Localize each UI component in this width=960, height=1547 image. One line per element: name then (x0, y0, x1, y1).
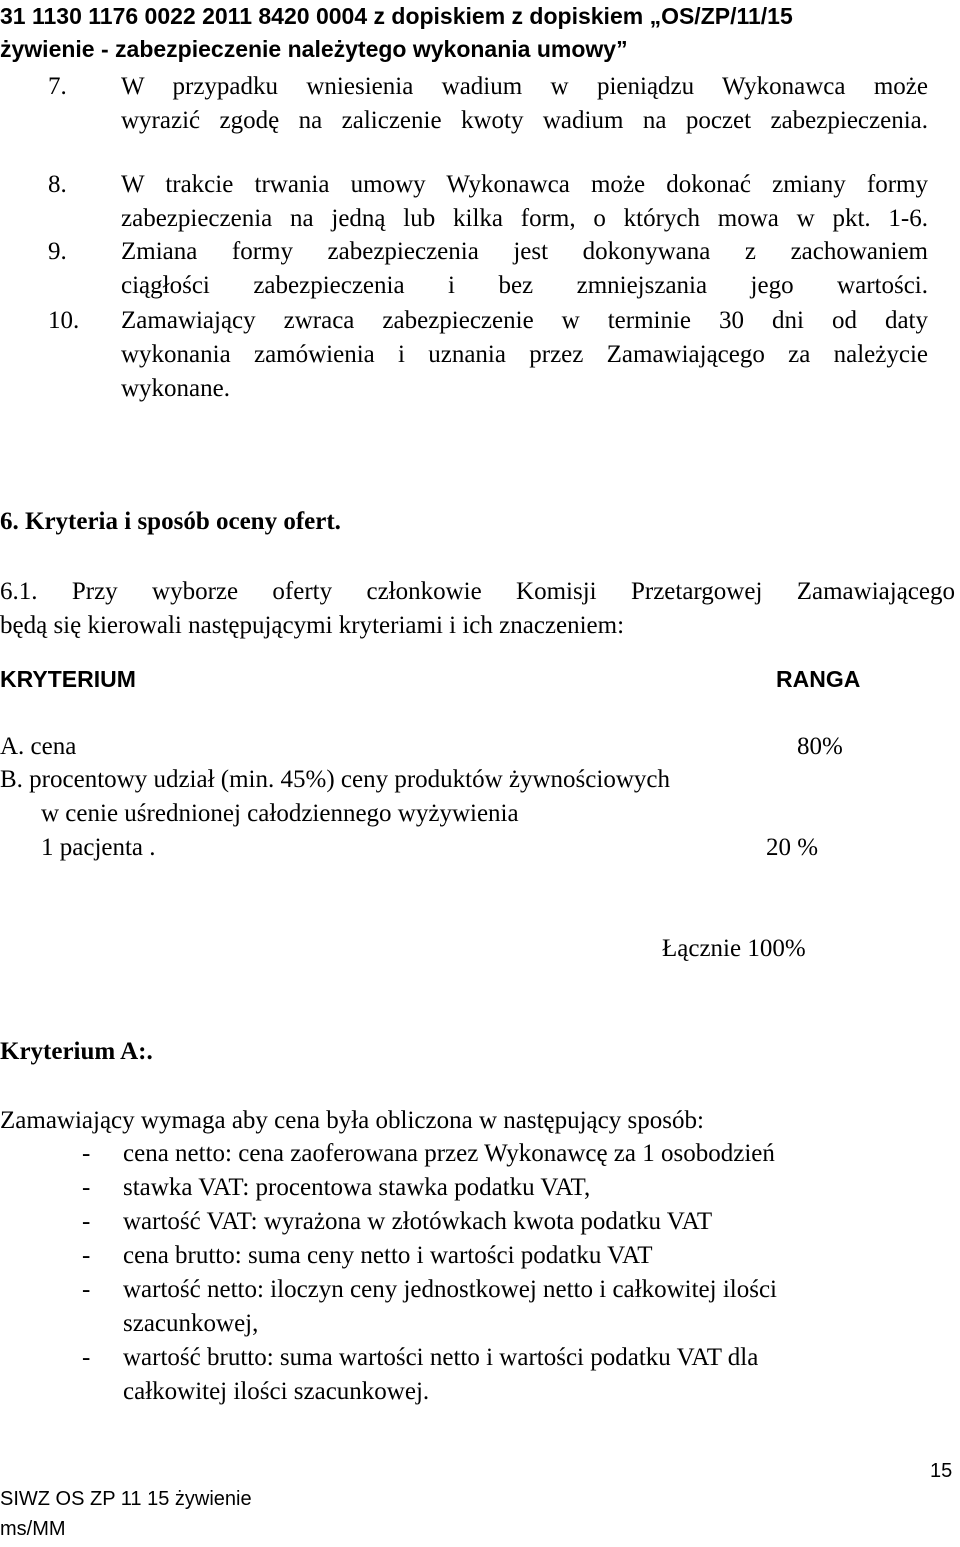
section-intro (0, 575, 955, 643)
rank-column-header: RANGA (776, 666, 861, 692)
page-number: 15 (930, 1460, 953, 1482)
bullet-dash: - (82, 1242, 91, 1269)
bullet-dash: - (82, 1344, 91, 1371)
bullet-text: całkowitej ilości szacunkowej. (123, 1378, 430, 1405)
bullet-dash: - (82, 1276, 91, 1303)
criterion-column-header: KRYTERIUM (0, 666, 136, 692)
bullet-text: stawka VAT: procentowa stawka podatku VAT, (123, 1174, 591, 1201)
header-line-2: żywienie - zabezpieczenie należytego wykonania umowy” (0, 36, 628, 62)
criterion-b-label: 1 pacjenta . (41, 834, 156, 861)
bullet-text: cena brutto: suma ceny netto i wartości podatku VAT (123, 1242, 653, 1269)
item-text-line: wyrazić zgodę na zaliczenie kwoty wadium na poczet zabezpieczenia. (121, 107, 928, 134)
criterion-a-title: Kryterium A:. (0, 1038, 153, 1065)
bullet-dash: - (82, 1174, 91, 1201)
total-weight: Łącznie 100% (662, 935, 806, 962)
item-text-line: Zamawiający zwraca zabezpieczenie w terminie 30 dni od daty (121, 307, 928, 334)
item-number: 9. (48, 238, 67, 265)
item-text-line: W przypadku wniesienia wadium w pieniądzu Wykonawca może (121, 73, 928, 100)
footer-author: ms/MM (0, 1518, 66, 1540)
bullet-text: wartość netto: iloczyn ceny jednostkowej netto i całkowitej ilości (123, 1276, 777, 1303)
item-number: 7. (48, 73, 67, 100)
item-text-line: Zmiana formy zabezpieczenia jest dokonywana z zachowaniem (121, 238, 928, 265)
bullet-text: wartość brutto: suma wartości netto i wartości podatku VAT dla (123, 1344, 759, 1371)
footer-doc-id: SIWZ OS ZP 11 15 żywienie (0, 1488, 252, 1510)
item-text-line: wykonania zamówienia i uznania przez Zamawiającego za należycie (121, 341, 928, 368)
document-header (0, 0, 960, 66)
criterion-b-label: B. procentowy udział (min. 45%) ceny produktów żywnościowych (0, 766, 670, 793)
criterion-a-intro: Zamawiający wymaga aby cena była obliczona w następujący sposób: (0, 1107, 704, 1134)
section-intro-line: 6.1. Przy wyborze oferty członkowie Komisji Przetargowej Zamawiającego (0, 578, 955, 605)
header-line-1: 31 1130 1176 0022 2011 8420 0004 z dopiskiem z dopiskiem „OS/ZP/11/15 (0, 3, 793, 29)
criterion-a-rank: 80% (797, 733, 843, 760)
item-number: 8. (48, 171, 67, 198)
criterion-b-rank: 20 % (766, 834, 819, 861)
item-text-line: wykonane. (121, 375, 230, 402)
criterion-b-label: w cenie uśrednionej całodziennego wyżywienia (41, 800, 519, 827)
section-intro-line: będą się kierowali następującymi kryteriami i ich znaczeniem: (0, 612, 625, 639)
item-text-line: zabezpieczenia na jedną lub kilka form, o których mowa w pkt. 1-6. (121, 205, 928, 232)
section-title: 6. Kryteria i sposób oceny ofert. (0, 508, 341, 535)
bullet-text: wartość VAT: wyrażona w złotówkach kwota podatku VAT (123, 1208, 713, 1235)
item-text-line: W trakcie trwania umowy Wykonawca może dokonać zmiany formy (121, 171, 928, 198)
criterion-a-label: A. cena (0, 733, 77, 760)
item-number: 10. (48, 307, 80, 334)
item-text-line: ciągłości zabezpieczenia i bez zmniejszania jego wartości. (121, 272, 928, 299)
bullet-text: cena netto: cena zaoferowana przez Wykonawcę za 1 osobodzień (123, 1140, 775, 1167)
bullet-dash: - (82, 1208, 91, 1235)
bullet-dash: - (82, 1140, 91, 1167)
bullet-text: szacunkowej, (123, 1310, 259, 1337)
